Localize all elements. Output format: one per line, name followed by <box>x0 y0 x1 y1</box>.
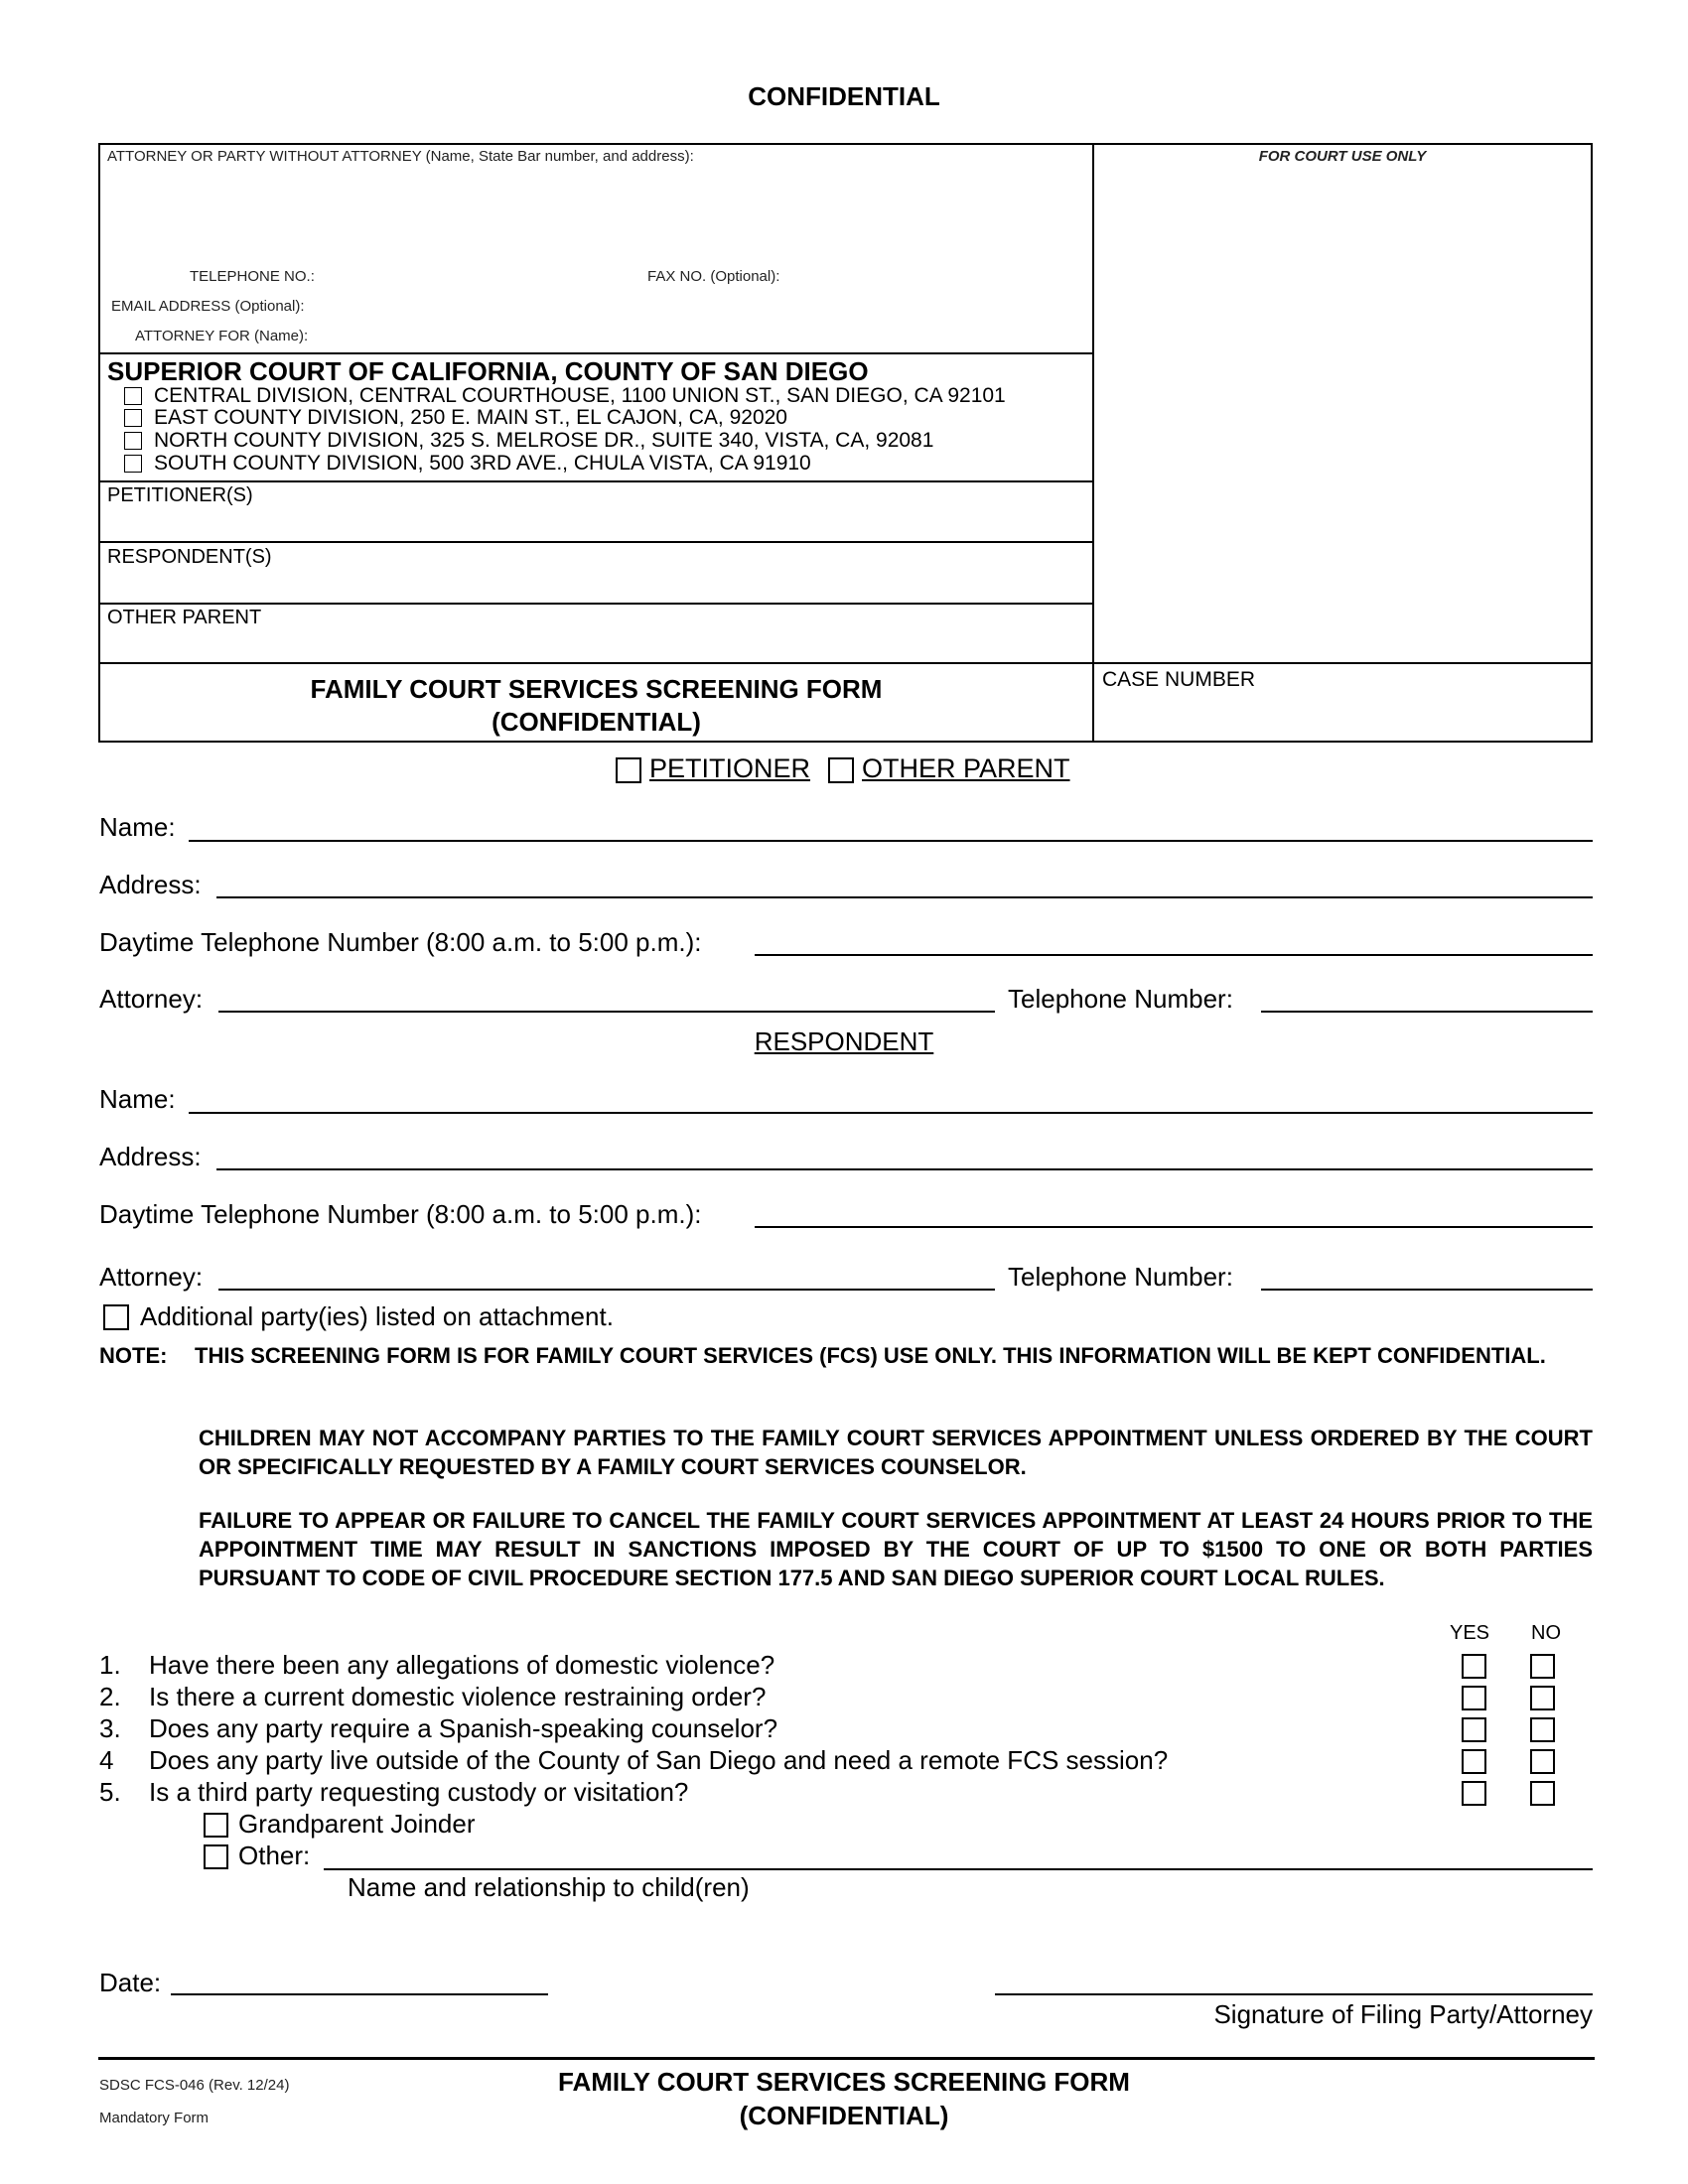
question-5-text: Is a third party requesting custody or visitation? <box>149 1777 689 1807</box>
checkbox-north-division[interactable] <box>124 432 142 450</box>
question-1-yes[interactable] <box>1462 1654 1486 1679</box>
divider-court <box>98 352 1094 354</box>
court-title: SUPERIOR COURT OF CALIFORNIA, COUNTY OF SAN DIEGO <box>107 356 869 386</box>
question-4-yes[interactable] <box>1462 1749 1486 1774</box>
question-3-no[interactable] <box>1530 1717 1555 1742</box>
question-4-no[interactable] <box>1530 1749 1555 1774</box>
checkbox-south-division[interactable] <box>124 455 142 473</box>
question-2-no[interactable] <box>1530 1686 1555 1710</box>
question-3-yes[interactable] <box>1462 1717 1486 1742</box>
question-5-no[interactable] <box>1530 1781 1555 1806</box>
question-1-text: Have there been any allegations of domestic violence? <box>149 1650 775 1680</box>
question-5-number: 5. <box>99 1777 121 1807</box>
resp-phone-label: Daytime Telephone Number (8:00 a.m. to 5:00 p.m.): <box>99 1199 702 1229</box>
respondent-heading: RESPONDENT <box>754 1026 934 1056</box>
email-label: EMAIL ADDRESS (Optional): <box>111 298 305 315</box>
question-3-text: Does any party require a Spanish-speaking counselor? <box>149 1713 778 1743</box>
pet-attorney-label: Attorney: <box>99 984 204 1014</box>
additional-parties-label: Additional party(ies) listed on attachment. <box>140 1301 614 1331</box>
checkbox-other-parent[interactable] <box>828 757 854 783</box>
question-4-text: Does any party live outside of the County of San Diego and need a remote FCS session? <box>149 1745 1169 1775</box>
signature-caption: Signature of Filing Party/Attorney <box>1213 1999 1593 2029</box>
pet-attorney-phone-input[interactable] <box>1261 1011 1593 1013</box>
checkbox-petitioner[interactable] <box>616 757 641 783</box>
pet-phone-input[interactable] <box>755 954 1593 956</box>
name-relationship-caption: Name and relationship to child(ren) <box>348 1872 750 1902</box>
date-label: Date: <box>99 1968 162 1997</box>
yes-header: YES <box>1450 1622 1490 1644</box>
resp-attorney-label: Attorney: <box>99 1262 204 1292</box>
attorney-label: ATTORNEY OR PARTY WITHOUT ATTORNEY (Name, State Bar number, and address): <box>107 148 694 165</box>
pet-address-input[interactable] <box>216 896 1593 898</box>
question-1-no[interactable] <box>1530 1654 1555 1679</box>
question-2-number: 2. <box>99 1682 121 1711</box>
footer-title <box>0 2065 1688 2132</box>
date-input[interactable] <box>171 1993 548 1995</box>
resp-attorney-phone-label: Telephone Number: <box>1008 1262 1233 1292</box>
checkbox-grandparent-joinder[interactable] <box>204 1813 228 1838</box>
resp-phone-input[interactable] <box>755 1226 1593 1228</box>
telephone-label: TELEPHONE NO.: <box>190 268 315 285</box>
respondent-label: RESPONDENT(S) <box>107 546 272 568</box>
division-north: NORTH COUNTY DIVISION, 325 S. MELROSE DR., SUITE 340, VISTA, CA, 92081 <box>154 429 934 452</box>
resp-name-input[interactable] <box>189 1112 1593 1114</box>
resp-name-label: Name: <box>99 1084 176 1114</box>
signature-input[interactable] <box>995 1993 1593 1995</box>
checkbox-central-division[interactable] <box>124 387 142 405</box>
resp-attorney-phone-input[interactable] <box>1261 1289 1593 1291</box>
note-label: NOTE: <box>99 1343 168 1368</box>
pet-address-label: Address: <box>99 870 202 899</box>
resp-address-input[interactable] <box>216 1168 1593 1170</box>
divider-petitioner <box>98 480 1094 482</box>
pet-phone-label: Daytime Telephone Number (8:00 a.m. to 5:00 p.m.): <box>99 927 702 957</box>
footer-mandatory: Mandatory Form <box>99 2110 210 2126</box>
other-third-party-label: Other: <box>238 1841 311 1870</box>
divider-respondent <box>98 541 1094 543</box>
form-title <box>98 673 1094 739</box>
resp-address-label: Address: <box>99 1142 202 1171</box>
fax-label: FAX NO. (Optional): <box>647 268 780 285</box>
divider-title <box>98 662 1593 664</box>
division-east: EAST COUNTY DIVISION, 250 E. MAIN ST., EL CAJON, CA, 92020 <box>154 406 787 429</box>
pet-attorney-input[interactable] <box>218 1011 995 1013</box>
question-5-yes[interactable] <box>1462 1781 1486 1806</box>
question-2-text: Is there a current domestic violence restraining order? <box>149 1682 767 1711</box>
footer-title-line2: (CONFIDENTIAL) <box>739 2101 949 2130</box>
pet-attorney-phone-label: Telephone Number: <box>1008 984 1233 1014</box>
no-header: NO <box>1531 1622 1561 1644</box>
pet-name-input[interactable] <box>189 840 1593 842</box>
pet-name-label: Name: <box>99 812 176 842</box>
case-number-label: CASE NUMBER <box>1102 668 1256 691</box>
grandparent-joinder-label: Grandparent Joinder <box>238 1809 476 1839</box>
checkbox-additional-parties[interactable] <box>103 1304 129 1330</box>
question-4-number: 4 <box>99 1745 114 1775</box>
question-3-number: 3. <box>99 1713 121 1743</box>
division-south: SOUTH COUNTY DIVISION, 500 3RD AVE., CHULA VISTA, CA 91910 <box>154 452 811 475</box>
question-2-yes[interactable] <box>1462 1686 1486 1710</box>
other-third-party-input[interactable] <box>324 1868 1593 1870</box>
checkbox-east-division[interactable] <box>124 409 142 427</box>
petitioner-label: PETITIONER(S) <box>107 484 253 506</box>
resp-attorney-input[interactable] <box>218 1289 995 1291</box>
note-paragraph-3: FAILURE TO APPEAR OR FAILURE TO CANCEL THE FAMILY COURT SERVICES APPOINTMENT AT LEAST 24 HOURS PRIOR TO THE APPOINTMENT TIME MAY RESULT IN SANCTIONS IMPOSED BY THE COURT OF UP TO $1500 TO ONE OR BOTH PARTIES PURSUANT TO CODE OF CIVIL PROCEDURE SECTION 177.5 AND SAN DIEGO SUPERIOR COURT LOCAL RULES. <box>199 1508 1593 1590</box>
other-parent-label: OTHER PARENT <box>107 607 262 628</box>
court-use-label: FOR COURT USE ONLY <box>1258 148 1427 165</box>
note-paragraph-2: CHILDREN MAY NOT ACCOMPANY PARTIES TO THE FAMILY COURT SERVICES APPOINTMENT UNLESS ORDERED BY THE COURT OR SPECIFICALLY REQUESTED BY A FAMILY COURT SERVICES COUNSELOR. <box>199 1426 1593 1479</box>
petitioner-option-label: PETITIONER <box>649 753 811 783</box>
form-title-line2: (CONFIDENTIAL) <box>492 707 701 737</box>
caption-right-box <box>1092 143 1593 743</box>
footer-rule <box>98 2057 1595 2060</box>
footer-form-number: SDSC FCS-046 (Rev. 12/24) <box>99 2077 290 2094</box>
question-1-number: 1. <box>99 1650 121 1680</box>
checkbox-other-third-party[interactable] <box>204 1844 228 1869</box>
division-central: CENTRAL DIVISION, CENTRAL COURTHOUSE, 1100 UNION ST., SAN DIEGO, CA 92101 <box>154 384 1006 407</box>
form-title-line1: FAMILY COURT SERVICES SCREENING FORM <box>310 674 883 704</box>
divider-other-parent <box>98 603 1094 605</box>
footer-title-line1: FAMILY COURT SERVICES SCREENING FORM <box>558 2067 1130 2097</box>
confidential-header: CONFIDENTIAL <box>748 81 940 111</box>
note-paragraph-1: THIS SCREENING FORM IS FOR FAMILY COURT SERVICES (FCS) USE ONLY. THIS INFORMATION WILL BE KEPT CONFIDENTIAL. <box>195 1343 1546 1368</box>
attorney-for-label: ATTORNEY FOR (Name): <box>135 328 309 344</box>
other-parent-option-label: OTHER PARENT <box>862 753 1070 783</box>
